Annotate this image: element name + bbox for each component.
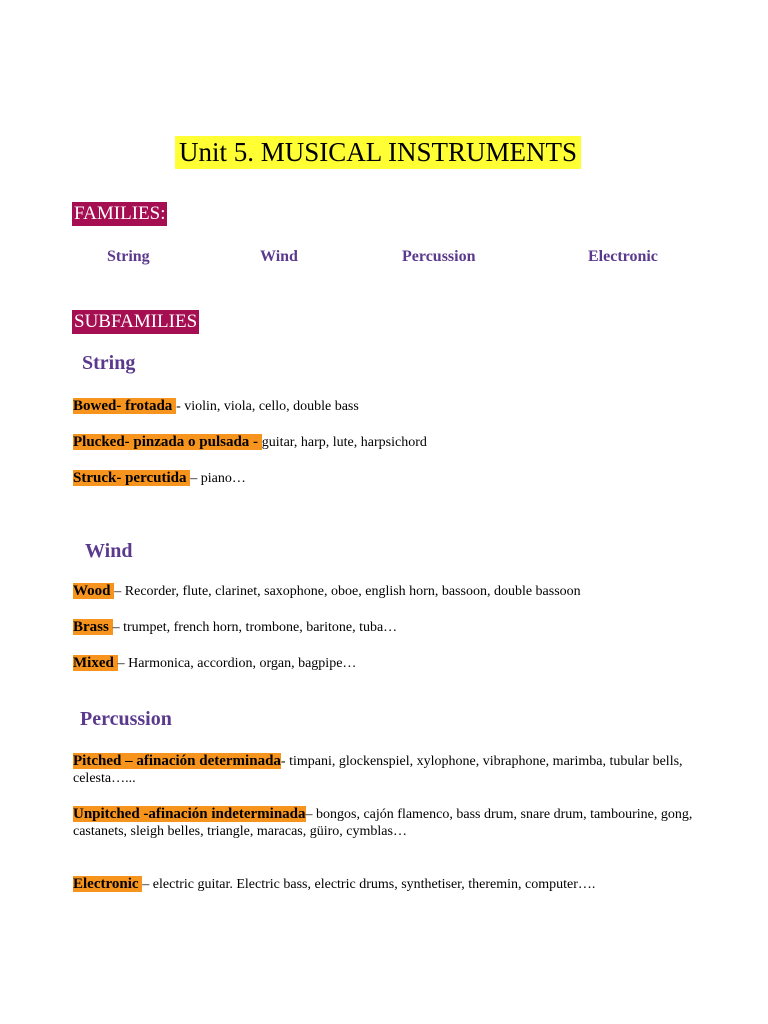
family-electronic: Electronic bbox=[588, 248, 658, 265]
wind-item-brass bbox=[73, 619, 397, 636]
term-struck: Struck- percutida bbox=[73, 470, 191, 486]
term-plucked: Plucked- pinzada o pulsada - bbox=[73, 434, 262, 450]
term-bowed: Bowed- frotada bbox=[73, 398, 177, 414]
desc-unpitched: – bongos, cajón flamenco, bass drum, snare drum, tambourine, gong, castanets, sleigh belles, triangle, maracas, güiro, cymblas… bbox=[73, 807, 693, 839]
term-electronic: Electronic bbox=[73, 876, 143, 892]
family-string: String bbox=[107, 248, 150, 265]
family-wind: Wind bbox=[260, 248, 298, 265]
term-pitched: Pitched – afinación determinada bbox=[73, 753, 281, 769]
family-percussion: Percussion bbox=[402, 248, 476, 265]
desc-wood: – Recorder, flute, clarinet, saxophone, oboe, english horn, bassoon, double bassoon bbox=[114, 584, 581, 599]
wind-item-mixed bbox=[73, 655, 356, 672]
term-mixed: Mixed bbox=[73, 655, 118, 671]
term-unpitched: Unpitched -afinación indeterminada bbox=[73, 806, 306, 822]
percussion-heading: Percussion bbox=[80, 708, 172, 730]
percussion-item-unpitched bbox=[73, 806, 693, 840]
desc-brass: – trumpet, french horn, trombone, baritone, tuba… bbox=[112, 620, 398, 635]
term-brass: Brass bbox=[73, 619, 113, 635]
desc-electronic: – electric guitar. Electric bass, electric drums, synthetiser, theremin, computer…. bbox=[142, 877, 596, 892]
string-item-struck bbox=[73, 470, 246, 487]
string-item-bowed bbox=[73, 398, 359, 415]
families-label: FAMILIES: bbox=[74, 203, 166, 224]
string-heading: String bbox=[82, 352, 136, 374]
wind-heading: Wind bbox=[85, 540, 133, 562]
subfamilies-label: SUBFAMILIES bbox=[74, 311, 198, 332]
desc-bowed: - violin, viola, cello, double bass bbox=[176, 399, 359, 414]
string-item-plucked bbox=[73, 434, 427, 451]
percussion-item-pitched bbox=[73, 753, 693, 787]
wind-item-wood bbox=[73, 583, 581, 600]
desc-mixed: – Harmonica, accordion, organ, bagpipe… bbox=[117, 656, 357, 671]
desc-pitched: - timpani, glockenspiel, xylophone, vibraphone, marimba, tubular bells, celesta…... bbox=[73, 754, 683, 786]
desc-plucked: guitar, harp, lute, harpsichord bbox=[261, 435, 427, 450]
electronic-item bbox=[73, 876, 595, 893]
desc-struck: – piano… bbox=[190, 471, 246, 486]
term-wood: Wood bbox=[73, 583, 115, 599]
page-title: Unit 5. MUSICAL INSTRUMENTS bbox=[175, 136, 581, 169]
